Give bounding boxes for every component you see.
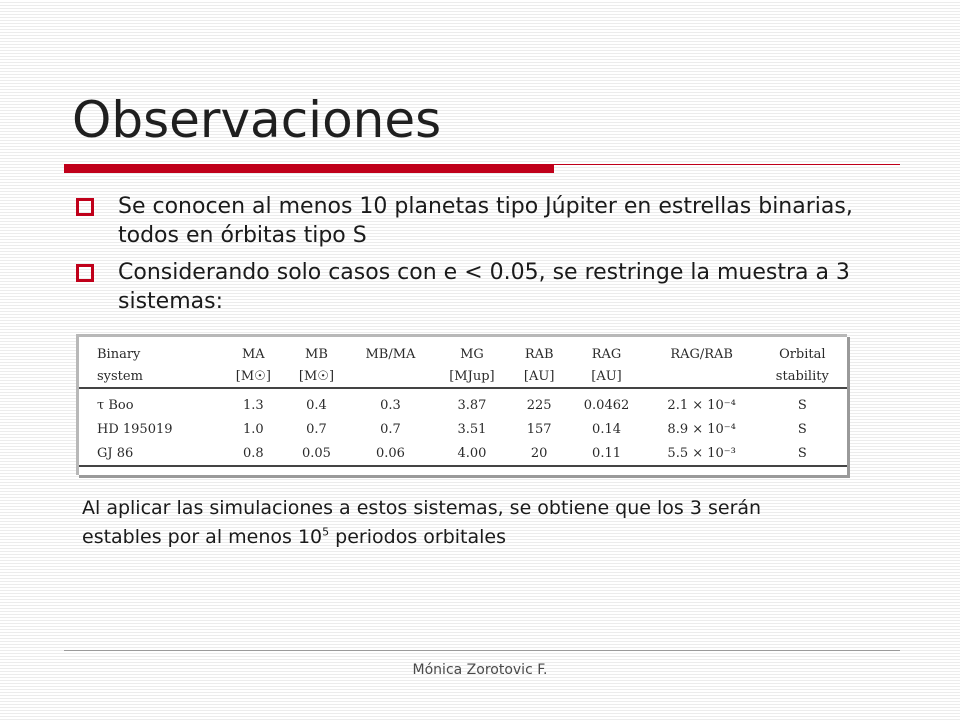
- table-header-cell: [646, 365, 758, 388]
- table-cell: S: [758, 441, 847, 466]
- table-row: [79, 417, 847, 441]
- table-header-cell: Binary: [97, 346, 141, 362]
- slide-title: Observaciones: [72, 91, 442, 149]
- table-cell: 20: [511, 441, 567, 466]
- title-underline-accent: [64, 164, 554, 173]
- table-header-cell: [AU]: [511, 365, 567, 388]
- bullet-item: [72, 258, 872, 316]
- table-cell: 0.8: [222, 441, 285, 466]
- table-cell: 0.7: [306, 421, 327, 437]
- square-bullet-icon: [76, 264, 94, 282]
- square-bullet-icon: [76, 198, 94, 216]
- table-row: [79, 441, 847, 466]
- binary-systems-table: [79, 337, 847, 467]
- table-cell: GJ 86: [79, 441, 222, 466]
- table-header-cell: RAG/RAB: [670, 346, 733, 362]
- table-cell: 1.0: [243, 421, 264, 437]
- table-header-cell: system: [79, 365, 222, 388]
- bullet-text: Se conocen al menos 10 planetas tipo Júpiter en estrellas binarias, todos en órbitas tipo S: [118, 194, 853, 248]
- conclusion-text: [82, 494, 822, 552]
- footer-divider: [64, 650, 900, 651]
- table-cell: 1.3: [243, 397, 264, 413]
- table-header-cell: RAB: [524, 346, 554, 362]
- table-header-cell: [MJup]: [433, 365, 511, 388]
- table-cell: 2.1 × 10⁻⁴: [667, 397, 736, 413]
- table-header-cell: MB/MA: [365, 346, 416, 362]
- table-cell: 0.06: [348, 441, 433, 466]
- title-underline-thin: [554, 164, 900, 165]
- table-cell: 5.5 × 10⁻³: [646, 441, 758, 466]
- table-header-row: [79, 337, 847, 365]
- table-cell: 3.87: [457, 397, 487, 413]
- table-header-cell: MG: [460, 346, 484, 362]
- table-header-cell: [348, 365, 433, 388]
- table-cell: 157: [526, 421, 552, 437]
- table-header-cell: [M☉]: [285, 365, 348, 388]
- conclusion-text-end: periodos orbitales: [329, 526, 507, 548]
- table-cell: 225: [526, 397, 552, 413]
- conclusion-exponent: 5: [322, 525, 330, 539]
- table-header-row: [79, 365, 847, 388]
- table-header-cell: stability: [758, 365, 847, 388]
- table-header-cell: [M☉]: [222, 365, 285, 388]
- table-header-cell: Orbital: [779, 346, 826, 362]
- table-cell: S: [797, 421, 807, 437]
- table-cell: 0.05: [285, 441, 348, 466]
- table-cell: 0.14: [592, 421, 621, 437]
- table-cell: 0.11: [567, 441, 645, 466]
- table-cell: S: [797, 397, 807, 413]
- bullet-list: [72, 192, 872, 324]
- table-cell: HD 195019: [97, 421, 173, 437]
- table-cell: 0.3: [380, 397, 401, 413]
- table-cell: 8.9 × 10⁻⁴: [667, 421, 736, 437]
- bullet-text: Considerando solo casos con e < 0.05, se restringe la muestra a 3 sistemas:: [118, 260, 850, 314]
- binary-systems-table-image: [76, 334, 847, 475]
- table-header-cell: MB: [305, 346, 328, 362]
- table-cell: 3.51: [457, 421, 487, 437]
- conclusion-text-main: Al aplicar las simulaciones a estos sistemas, se obtiene que los 3 serán estables por al menos 10: [82, 497, 762, 548]
- slide-footer: Mónica Zorotovic F.: [412, 662, 548, 678]
- table-cell: 0.0462: [583, 397, 630, 413]
- bullet-item: [72, 192, 872, 250]
- table-header-cell: MA: [242, 346, 265, 362]
- table-cell: τ Boo: [97, 397, 134, 413]
- table-cell: 0.7: [380, 421, 401, 437]
- table-header-cell: RAG: [591, 346, 622, 362]
- table-row: [79, 388, 847, 417]
- table-cell: 4.00: [433, 441, 511, 466]
- table-header-cell: [AU]: [567, 365, 645, 388]
- table-cell: 0.4: [306, 397, 327, 413]
